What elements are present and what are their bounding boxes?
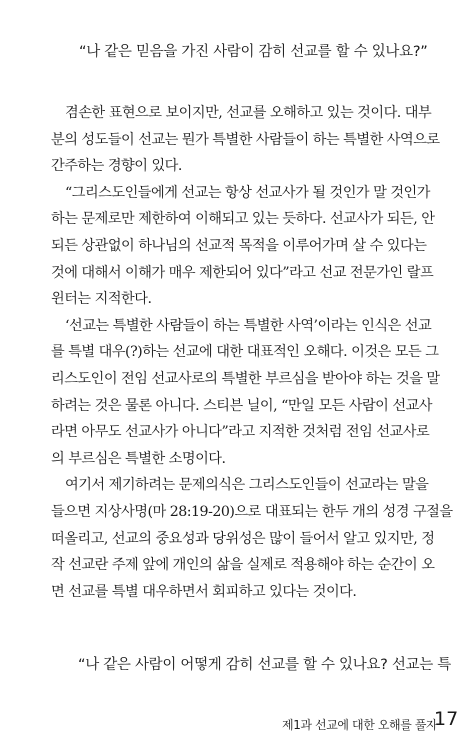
body-line: 하려는 것은 물론 아니다. 스티븐 닐이, “만일 모든 사람이 선교사 (51, 397, 432, 414)
body-line: 것에 대해서 이해가 매우 제한되어 있다”라고 선교 전문가인 랄프 (51, 264, 434, 281)
body-line: 리스도인이 전임 선교사로의 특별한 부르심을 받아야 하는 것을 말 (51, 370, 440, 387)
body-line: 면 선교를 특별 대우하면서 회피하고 있다는 것이다. (51, 583, 357, 600)
closing-quote: “나 같은 사람이 어떻게 감히 선교를 할 수 있나요? 선교는 특 (78, 657, 451, 673)
body-line: 여기서 제기하려는 문제의식은 그리스도인들이 선교라는 말을 (65, 477, 429, 494)
body-line: 작 선교란 주제 앞에 개인의 삶을 실제로 적용해야 하는 순간이 오 (51, 557, 435, 574)
body-line: 겸손한 표현으로 보이지만, 선교를 오해하고 있는 것이다. 대부 (65, 105, 432, 121)
running-footer-chapter-title: 제1과 선교에 대한 오해를 풀자 (282, 718, 438, 732)
body-line: ‘선교는 특별한 사람들이 하는 특별한 사역’이라는 인식은 선교 (65, 317, 432, 334)
body-line: 를 특별 대우(?)하는 선교에 대한 대표적인 오해다. 이것은 모든 그 (51, 344, 439, 361)
body-line: 간주하는 경향이 있다. (51, 158, 182, 175)
body-line: 윈터는 지적한다. (51, 291, 152, 308)
opening-quote: “나 같은 믿음을 가진 사람이 감히 선교를 할 수 있나요?” (79, 44, 428, 60)
body-line: 하는 문제로만 제한하여 이해되고 있는 듯하다. 선교사가 되든, 안 (51, 211, 435, 228)
body-line: 들으면 지상사명(마 28:19-20)으로 대표되는 한두 개의 성경 구절을 (51, 503, 453, 520)
page-number: 17 (434, 708, 459, 730)
body-line: 떠올리고, 선교의 중요성과 당위성은 많이 들어서 알고 있지만, 정 (51, 530, 435, 547)
body-line: 의 부르심은 특별한 소명이다. (51, 450, 226, 467)
body-line: 되든 상관없이 하나님의 선교적 목적을 이루어가며 살 수 있다는 (51, 237, 427, 254)
body-text (51, 100, 453, 605)
body-line: 라면 아무도 선교사가 아니다”라고 지적한 것처럼 전임 선교사로 (51, 424, 430, 441)
body-line: “그리스도인들에게 선교는 항상 선교사가 될 것인가 말 것인가 (65, 184, 430, 201)
body-line: 분의 성도들이 선교는 뭔가 특별한 사람들이 하는 특별한 사역으로 (51, 131, 440, 148)
